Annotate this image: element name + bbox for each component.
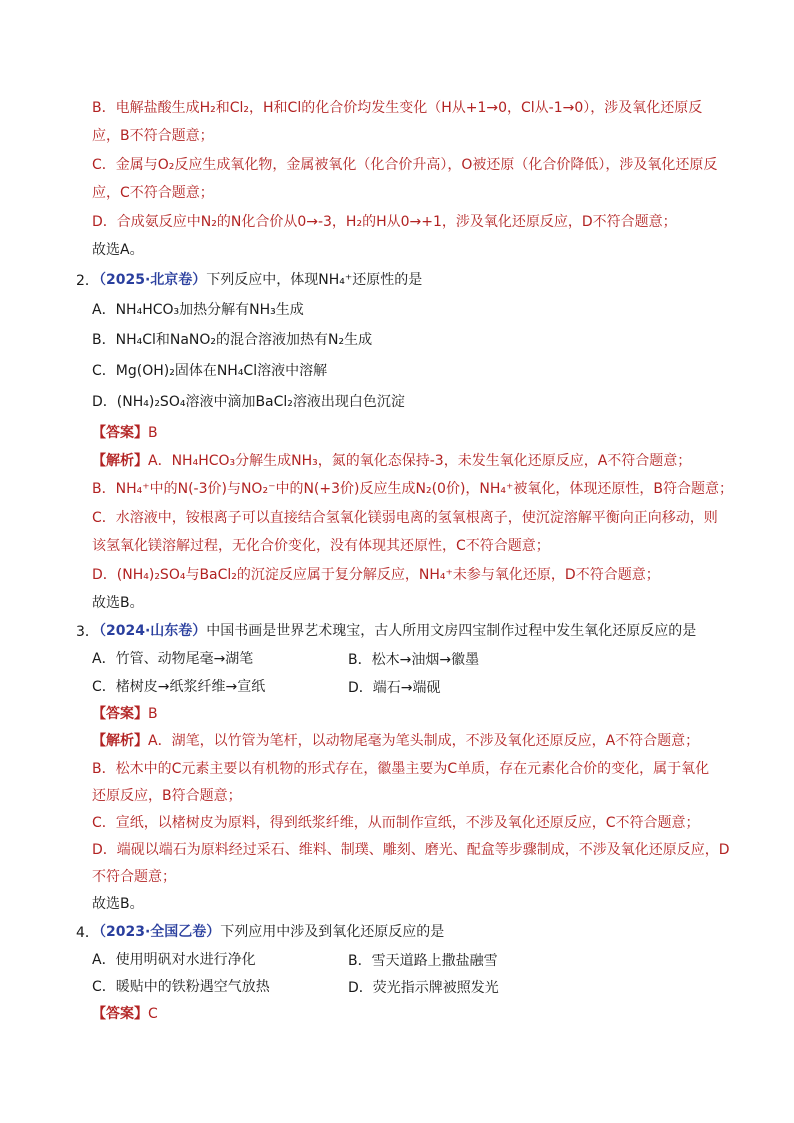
analysis-line: D．端砚以端石为原料经过采石、维料、制璞、雕刻、磨光、配盒等步骤制成，不涉及氧化还原反应，D	[92, 842, 730, 858]
question-source: （2024·山东卷）	[92, 623, 207, 639]
analysis-line: 该氢氧化镁溶解过程，无化合价变化，没有体现其还原性，C不符合题意；	[92, 538, 550, 554]
analysis-line: B．松木中的C元素主要以有机物的形式存在，徽墨主要为C单质，存在元素化合价的变化，属于氧化	[92, 761, 710, 777]
analysis-line: C．水溶液中，铵根离子可以直接结合氢氧化镁弱电离的氢氧根离子，使沉淀溶解平衡向正向移动，则	[92, 510, 718, 526]
answer-tag: 【答案】	[92, 425, 148, 441]
option: C．楮树皮→纸浆纤维→宣纸	[92, 679, 266, 695]
option: D．(NH₄)₂SO₄溶液中滴加BaCl₂溶液出现白色沉淀	[92, 394, 405, 410]
question-text: 下列应用中涉及到氧化还原反应的是	[220, 924, 445, 940]
analysis-line: C．宣纸，以楮树皮为原料，得到纸浆纤维，从而制作宣纸，不涉及氧化还原反应，C不符合题意；	[92, 815, 700, 831]
question-text: 下列反应中，体现NH₄⁺还原性的是	[206, 272, 423, 288]
question-number: 3．	[76, 624, 99, 640]
prev-analysis-line: 应，B不符合题意；	[92, 128, 214, 144]
question-source: （2025·北京卷）	[92, 272, 207, 288]
question-stem	[92, 922, 444, 942]
answer-value: C	[148, 1006, 158, 1022]
option: D．端石→端砚	[348, 680, 441, 696]
question-number: 2．	[76, 273, 99, 289]
prev-analysis-line: 应，C不符合题意；	[92, 185, 214, 201]
option: B．NH₄Cl和NaNO₂的混合溶液加热有N₂生成	[92, 332, 373, 348]
analysis-tag: 【解析】	[92, 453, 148, 469]
prev-analysis-line: D．合成氨反应中N₂的N化合价从0→-3，H₂的H从0→+1，涉及氧化还原反应，D不符合题意；	[92, 214, 677, 230]
answer-line	[92, 704, 158, 724]
answer-tag: 【答案】	[92, 706, 148, 722]
prev-analysis-line: C．金属与O₂反应生成氧化物，金属被氧化（化合价升高），O被还原（化合价降低），涉及氧化还原反	[92, 157, 718, 173]
answer-line	[92, 423, 158, 443]
analysis-tag: 【解析】	[92, 733, 148, 749]
option: B．雪天道路上撒盐融雪	[348, 953, 498, 969]
question-text: 中国书画是世界艺术瑰宝，古人所用文房四宝制作过程中发生氧化还原反应的是	[206, 623, 697, 639]
question-source: （2023·全国乙卷）	[92, 924, 221, 940]
answer-line	[92, 1004, 158, 1024]
option: A．NH₄HCO₃加热分解有NH₃生成	[92, 302, 304, 318]
analysis-line: 不符合题意；	[92, 869, 176, 885]
question-stem	[92, 270, 422, 290]
conclusion: 故选B。	[92, 595, 144, 611]
question-stem	[92, 621, 696, 641]
option: A．使用明矾对水进行净化	[92, 952, 256, 968]
option: B．松木→油烟→徽墨	[348, 652, 480, 668]
option: A．竹管、动物尾毫→湖笔	[92, 651, 254, 667]
analysis-line: 还原反应，B符合题意；	[92, 788, 242, 804]
question-number: 4．	[76, 925, 99, 941]
answer-value: B	[148, 706, 158, 722]
option: C．Mg(OH)₂固体在NH₄Cl溶液中溶解	[92, 363, 328, 379]
conclusion: 故选B。	[92, 896, 144, 912]
answer-tag: 【答案】	[92, 1006, 148, 1022]
analysis-line: B．NH₄⁺中的N(-3价)与NO₂⁻中的N(+3价)反应生成N₂(0价)，NH₄⁺被氧化，体现还原性，B符合题意；	[92, 481, 734, 497]
analysis-line: 【解析】A．湖笔，以竹管为笔杆，以动物尾毫为笔头制成，不涉及氧化还原反应，A不符合题意；	[92, 733, 700, 749]
analysis-line: D．(NH₄)₂SO₄与BaCl₂的沉淀反应属于复分解反应，NH₄⁺未参与氧化还原，D不符合题意；	[92, 567, 660, 583]
option: C．暖贴中的铁粉遇空气放热	[92, 979, 270, 995]
prev-conclusion: 故选A。	[92, 242, 144, 258]
answer-value: B	[148, 425, 158, 441]
prev-analysis-line: B．电解盐酸生成H₂和Cl₂，H和Cl的化合价均发生变化（H从+1→0，Cl从-1→0），涉及氧化还原反	[92, 100, 703, 116]
analysis-line: 【解析】A．NH₄HCO₃分解生成NH₃，氮的氧化态保持-3，未发生氧化还原反应，A不符合题意；	[92, 453, 692, 469]
option: D．荧光指示牌被照发光	[348, 980, 499, 996]
